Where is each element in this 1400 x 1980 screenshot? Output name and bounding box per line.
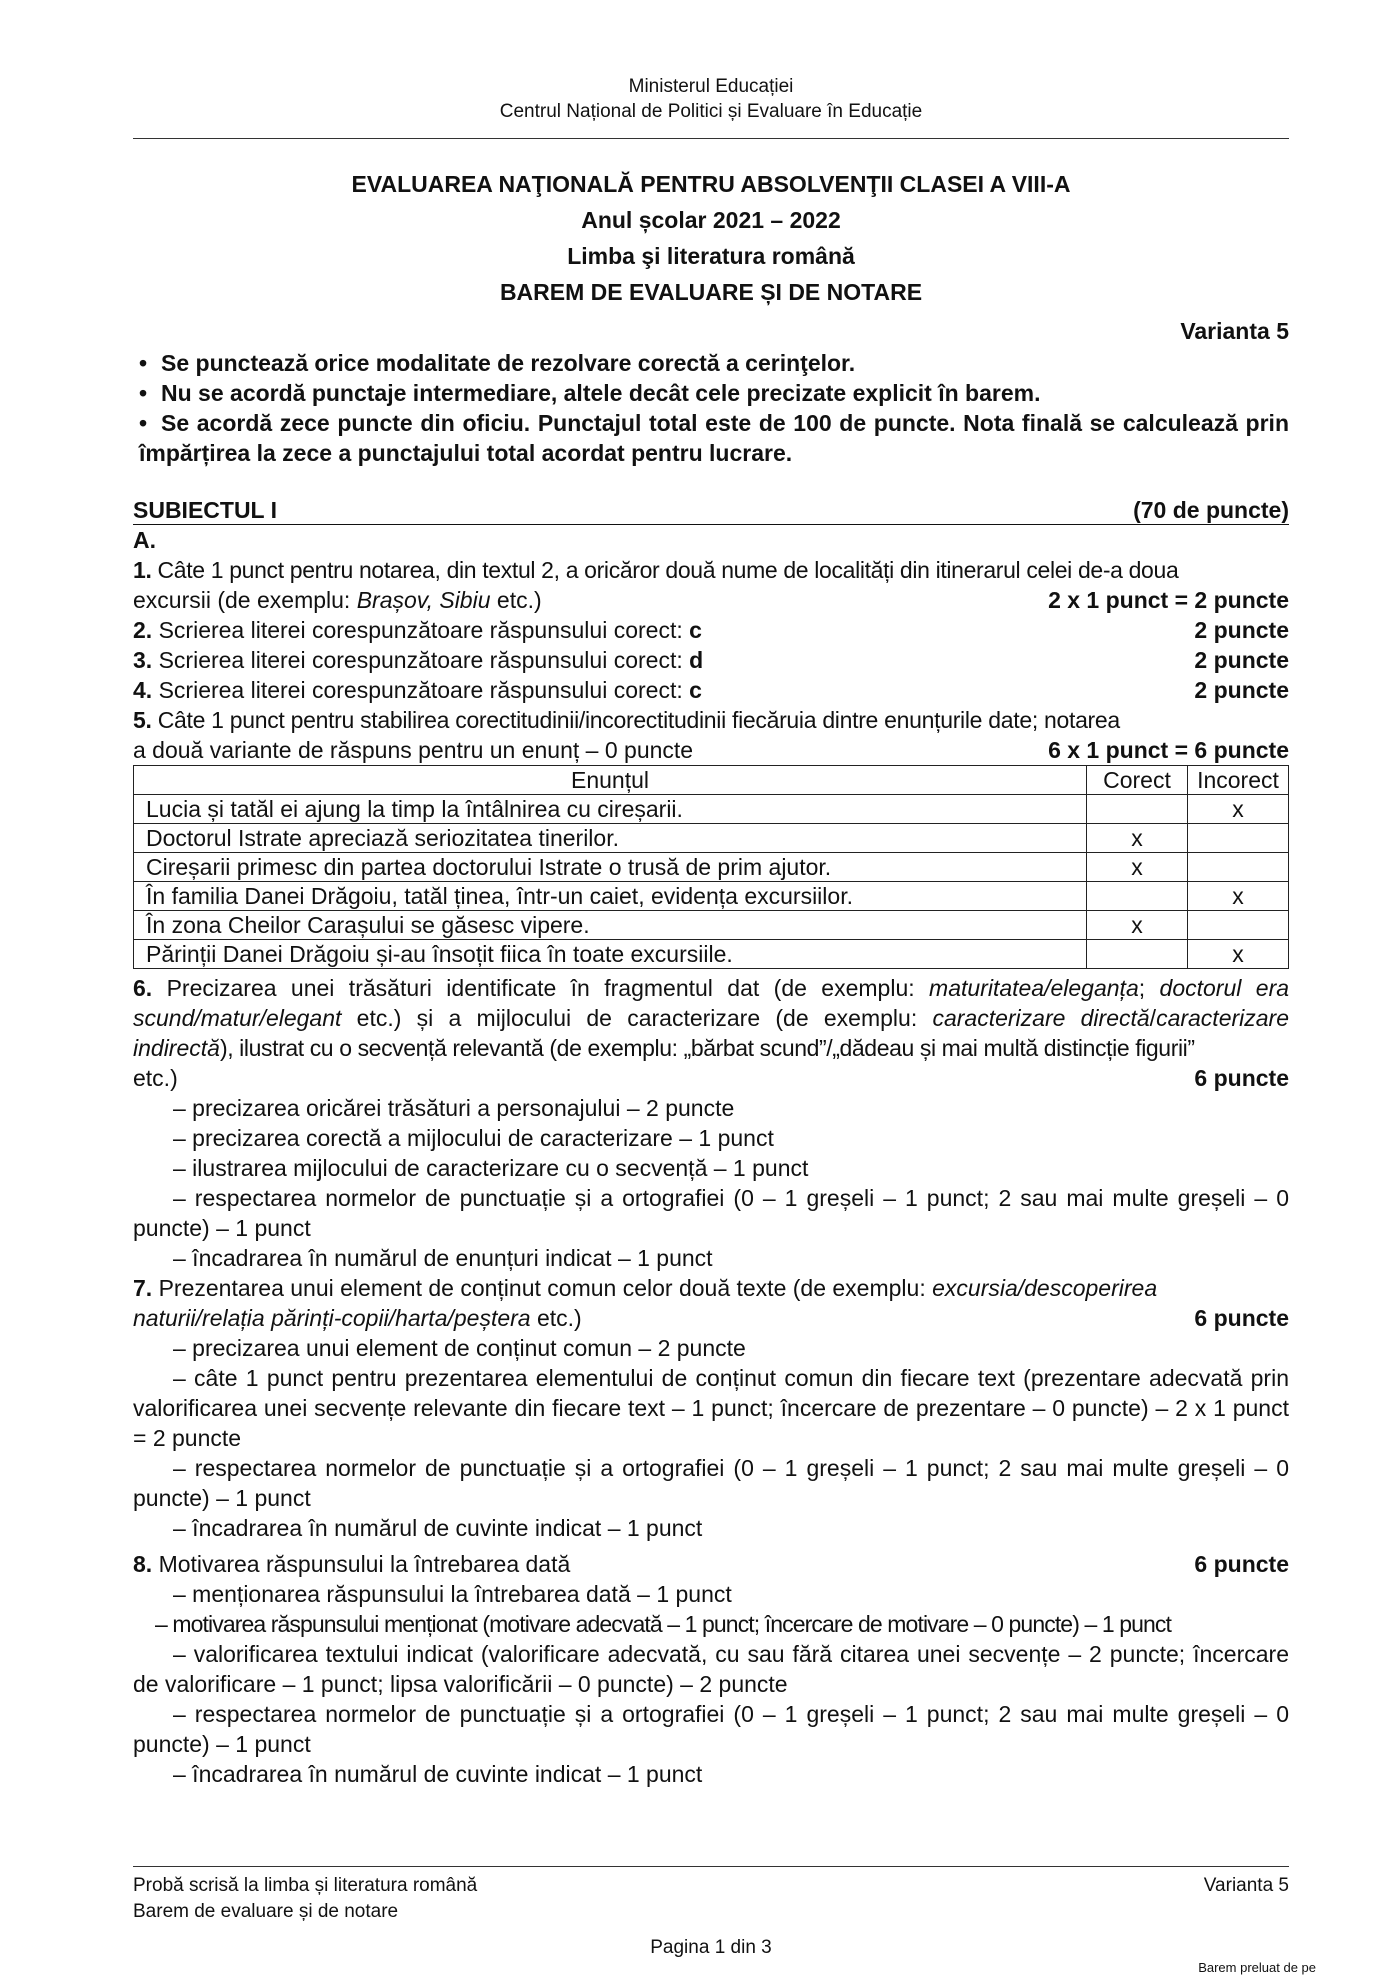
item-3: 3. Scrierea literei corespunzătoare răspunsului corect: d 2 puncte [133, 647, 1289, 673]
statement-cell: Lucia și tatăl ei ajung la timp la întâlnirea cu cireșarii. [134, 795, 1087, 824]
item-1-cont: excursii (de exemplu: Brașov, Sibiu etc.) 2 x 1 punct = 2 puncte [133, 587, 1289, 613]
table-header-row [134, 766, 1289, 795]
criterion: – valorificarea textului indicat (valorificare adecvată, cu sau fără citarea unei secvențe – 2 puncte; încercare de valorificare – 1 punct; lipsa valorificării – 0 puncte) – 2 puncte [133, 1641, 1289, 1697]
item-7: 7. Prezentarea unui element de conținut comun celor două texte (de exemplu: excursia/descoperirea [133, 1275, 1158, 1301]
true-false-table [133, 765, 1289, 969]
column-header: Corect [1087, 766, 1188, 795]
document-titles [133, 166, 1289, 310]
exam-title: EVALUAREA NAŢIONALĂ PENTRU ABSOLVENŢII CLASEI A VIII-A [351, 171, 1071, 197]
incorrect-cell [1188, 853, 1289, 882]
subject-points: (70 de puncte) [1133, 497, 1289, 523]
column-header: Incorect [1188, 766, 1289, 795]
footer-divider [133, 1866, 1289, 1867]
barem-title: BAREM DE EVALUARE ȘI DE NOTARE [499, 279, 923, 305]
item-5: 5. Câte 1 punct pentru stabilirea corectitudinii/incorectitudinii fiecăruia dintre enunțurile date; notarea [133, 707, 1120, 733]
item-7-points: 6 puncte [1194, 1305, 1289, 1331]
criterion: – încadrarea în numărul de cuvinte indicat – 1 punct [173, 1515, 703, 1541]
statement-cell: Cireșarii primesc din partea doctorului Istrate o trusă de prim ajutor. [134, 853, 1087, 882]
ministry-name: Ministerul Educației [628, 76, 794, 97]
variant-label: Varianta 5 [1180, 318, 1289, 344]
criterion: – câte 1 punct pentru prezentarea elementului de conținut comun din fiecare text (prezentare adecvată prin valorificarea unei secvențe relevante din fiecare text – 1 punct; încercare de prezentare – 0 puncte) – 2 x 1 punct = 2 puncte [133, 1365, 1289, 1451]
item-5-points: 6 x 1 punct = 6 puncte [1048, 737, 1289, 763]
subject-body [133, 525, 1289, 1789]
criterion: – precizarea unui element de conținut comun – 2 puncte [173, 1335, 746, 1361]
criterion: – menționarea răspunsului la întrebarea dată – 1 punct [173, 1581, 732, 1607]
subject-label: SUBIECTUL I [133, 497, 277, 523]
statement-cell: Părinții Danei Drăgoiu și-au însoțit fiica în toate excursiile. [134, 940, 1087, 969]
school-year: Anul școlar 2021 – 2022 [581, 207, 841, 233]
correct-cell: x [1087, 853, 1188, 882]
correct-cell [1087, 882, 1188, 911]
criterion: – încadrarea în numărul de cuvinte indicat – 1 punct [173, 1761, 703, 1787]
rule-item: • Nu se acordă punctaje intermediare, altele decât cele precizate explicit în barem. [139, 380, 1041, 406]
criterion: – precizarea oricărei trăsături a personajului – 2 puncte [173, 1095, 735, 1121]
table-row [134, 795, 1289, 824]
footer-variant: Varianta 5 [1203, 1875, 1289, 1896]
incorrect-cell: x [1188, 940, 1289, 969]
item-6-points: 6 puncte [1194, 1065, 1289, 1091]
footer-exam: Probă scrisă la limba și literatura română [133, 1875, 478, 1896]
source-note: Barem preluat de pe [1198, 1960, 1316, 1975]
table-row [134, 853, 1289, 882]
incorrect-cell: x [1188, 795, 1289, 824]
correct-cell [1087, 940, 1188, 969]
item-3-points: 2 puncte [1194, 647, 1289, 673]
bullet-icon: • [139, 410, 148, 436]
item-1-points: 2 x 1 punct = 2 puncte [1048, 587, 1289, 613]
footer-row [133, 1899, 1289, 1925]
criterion: – respectarea normelor de punctuație și a ortografiei (0 – 1 greșeli – 1 punct; 2 sau mai multe greșeli – 0 puncte) – 1 punct [133, 1455, 1289, 1511]
table-row [134, 824, 1289, 853]
center-name: Centrul Național de Politici și Evaluare în Educație [499, 101, 923, 122]
item-8-points: 6 puncte [1194, 1551, 1289, 1577]
item-8: 8. Motivarea răspunsului la întrebarea dată 6 puncte [133, 1551, 1289, 1577]
subject-heading [133, 496, 1289, 525]
item-4: 4. Scrierea literei corespunzătoare răspunsului corect: c 2 puncte [133, 677, 1289, 703]
table-row [134, 911, 1289, 940]
column-header: Enunțul [134, 766, 1087, 795]
criterion: – motivarea răspunsului menționat (motivare adecvată – 1 punct; încercare de motivare – 0 puncte) – 1 punct [155, 1611, 1171, 1637]
item-6-cont: etc.) 6 puncte [133, 1065, 1289, 1091]
page-header [133, 0, 1289, 124]
incorrect-cell [1188, 824, 1289, 853]
incorrect-cell: x [1188, 882, 1289, 911]
correct-cell [1087, 795, 1188, 824]
page-number: Pagina 1 din 3 [650, 1937, 772, 1958]
criterion: – respectarea normelor de punctuație și a ortografiei (0 – 1 greșeli – 1 punct; 2 sau mai multe greșeli – 0 puncte) – 1 punct [133, 1185, 1289, 1241]
criterion: – precizarea corectă a mijlocului de caracterizare – 1 punct [173, 1125, 774, 1151]
criterion: – respectarea normelor de punctuație și a ortografiei (0 – 1 greșeli – 1 punct; 2 sau mai multe greșeli – 0 puncte) – 1 punct [133, 1701, 1289, 1757]
item-5-cont: a două variante de răspuns pentru un enunț – 0 puncte 6 x 1 punct = 6 puncte [133, 737, 1289, 763]
footer-row [133, 1873, 1289, 1899]
subject-name: Limba şi literatura română [567, 243, 855, 269]
bullet-icon: • [139, 380, 148, 406]
rule-item: • Se punctează orice modalitate de rezolvare corectă a cerinţelor. [139, 350, 856, 376]
item-1: 1. Câte 1 punct pentru notarea, din textul 2, a oricăror două nume de localități din itinerarul celei de-a doua [133, 557, 1179, 583]
footer-barem: Barem de evaluare și de notare [133, 1901, 399, 1922]
incorrect-cell [1188, 911, 1289, 940]
table-row [134, 940, 1289, 969]
item-7-cont: naturii/relația părinți-copii/harta/peștera etc.) 6 puncte [133, 1305, 1289, 1331]
table-row [134, 882, 1289, 911]
section-label: A. [133, 527, 156, 553]
general-rules [133, 348, 1289, 468]
criterion: – încadrarea în numărul de enunțuri indicat – 1 punct [173, 1245, 713, 1271]
correct-cell: x [1087, 824, 1188, 853]
rule-item: • Se acordă zece puncte din oficiu. Punctajul total este de 100 de puncte. Nota finală se calculează prin împărțirea la zece a punctajului total acordat pentru lucrare. [139, 410, 1289, 466]
criterion: – ilustrarea mijlocului de caracterizare cu o secvență – 1 punct [173, 1155, 809, 1181]
page-footer [133, 1866, 1289, 1961]
item-4-points: 2 puncte [1194, 677, 1289, 703]
bullet-icon: • [139, 350, 148, 376]
correct-cell: x [1087, 911, 1188, 940]
statement-cell: În familia Danei Drăgoiu, tatăl ținea, într-un caiet, evidența excursiilor. [134, 882, 1087, 911]
item-6: 6. Precizarea unei trăsături identificate în fragmentul dat (de exemplu: maturitatea/eleganța; doctorul era scund/matur/elegant etc.) și a mijlocului de caracterizare (de exemplu: caracterizare directă/caracterizare indirectă), ilustrat cu o secvență relevantă (de exemplu: „bărbat scund”/„dădeau și mai multă distincție figurii” [133, 975, 1290, 1061]
item-2: 2. Scrierea literei corespunzătoare răspunsului corect: c 2 puncte [133, 617, 1289, 643]
item-2-points: 2 puncte [1194, 617, 1289, 643]
statement-cell: Doctorul Istrate apreciază seriozitatea tinerilor. [134, 824, 1087, 853]
statement-cell: În zona Cheilor Carașului se găsesc vipere. [134, 911, 1087, 940]
header-divider [133, 138, 1289, 139]
document-page [133, 0, 1289, 1789]
